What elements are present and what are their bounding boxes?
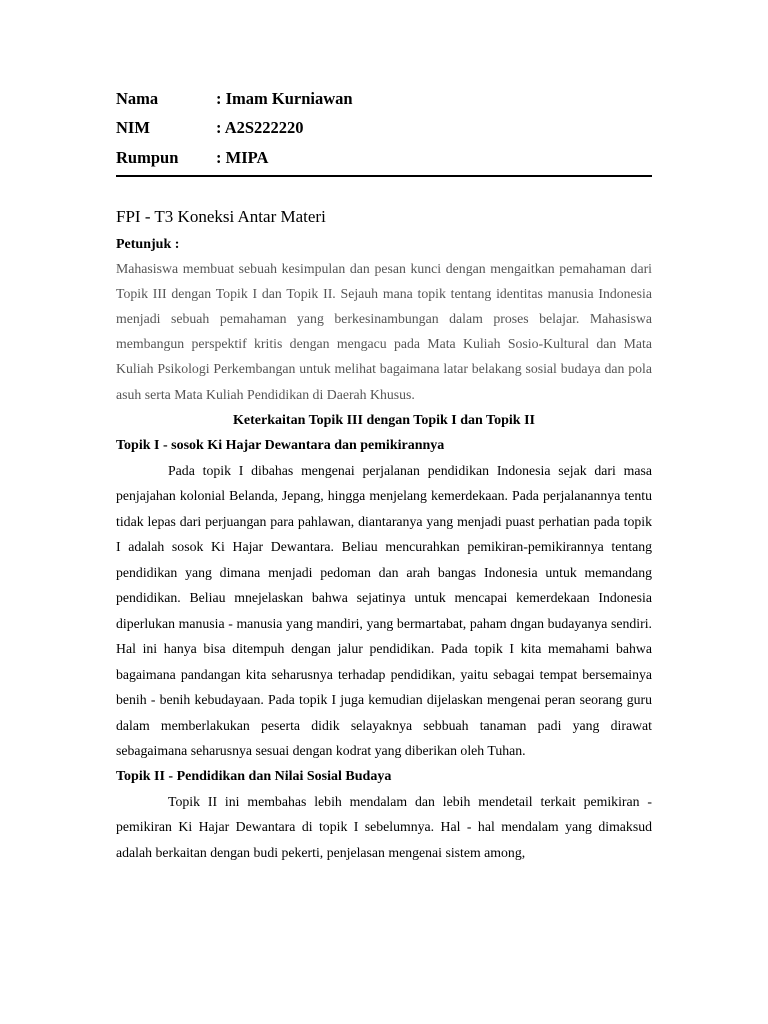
rumpun-value: : MIPA bbox=[216, 147, 269, 167]
document-title: FPI - T3 Koneksi Antar Materi bbox=[116, 206, 326, 226]
identity-row-rumpun bbox=[116, 143, 652, 173]
name-label: Nama bbox=[116, 88, 159, 108]
identity-row-name bbox=[116, 84, 652, 114]
nim-label: NIM bbox=[116, 118, 150, 138]
instructions-heading: Petunjuk : bbox=[116, 236, 180, 252]
instructions-paragraph: Mahasiswa membuat sebuah kesimpulan dan pesan kunci dengan mengaitkan pemahaman dari Topik III dengan Topik I dan Topik II. Sejauh mana topik tentang identitas manusia Indonesia menjadi sebuah pemahaman yang berkesinambungan dalam proses belajar. Mahasiswa membangun perspektif kritis dengan mengacu pada Mata Kuliah Sosio-Kultural dan Mata Kuliah Psikologi Perkembangan untuk melihat bagaimana latar belakang sosial budaya dan pola asuh serta Mata Kuliah Pendidikan di Daerah Khusus. bbox=[116, 260, 652, 402]
name-value: : Imam Kurniawan bbox=[216, 88, 353, 108]
rumpun-label: Rumpun bbox=[116, 147, 179, 167]
main-heading: Keterkaitan Topik III dengan Topik I dan Topik II bbox=[233, 412, 535, 428]
document-page bbox=[116, 84, 652, 865]
section2-heading: Topik II - Pendidikan dan Nilai Sosial Budaya bbox=[116, 768, 392, 784]
identity-block bbox=[116, 84, 652, 173]
header-divider bbox=[116, 175, 652, 177]
section1-heading: Topik I - sosok Ki Hajar Dewantara dan pemikirannya bbox=[116, 437, 445, 453]
identity-row-nim bbox=[116, 114, 652, 144]
section1-paragraph: Pada topik I dibahas mengenai perjalanan pendidikan Indonesia sejak dari masa penjajahan kolonial Belanda, Jepang, hingga menjelang kemerdekaan. Pada perjalanannya tentu tidak lepas dari perjuangan para pahlawan, diantaranya yang menjadi puast perhatian pada topik I adalah sosok Ki Hajar Dewantara. Beliau mencurahkan pemikiran-pemikirannya tentang pendidikan yang dimana menjadi pedoman dan arah bangas Indonesia untuk memandang pendidikan. Beliau mnejelaskan bahwa sejatinya untuk mencapai kemerdekaan Indonesia diperlukan manusia - manusia yang mandiri, yang bermartabat, paham dngan budayanya sendiri. Hal ini hanya bisa ditempuh dengan jalur pendidikan. Pada topik I kita memahami bahwa bagaimana pandangan kita seharusnya terhadap pendidikan, yaitu sebagai tempat bersemainya benih - benih kebudayaan. Pada topik I juga kemudian dijelaskan mengenai peran seorang guru dalam memberlakukan peserta didik selayaknya sebbuah tanaman padi yang dirawat sebagaimana seharusnya sesuai dengan kodrat yang diberikan oleh Tuhan. bbox=[116, 462, 652, 759]
section2-paragraph: Topik II ini membahas lebih mendalam dan lebih mendetail terkait pemikiran - pemikiran Ki Hajar Dewantara di topik I sebelumnya. Hal - hal mendalam yang dimaksud adalah berkaitan dengan budi pekerti, penjelasan mengenai sistem among, bbox=[116, 793, 652, 860]
nim-value: : A2S222220 bbox=[216, 118, 304, 138]
